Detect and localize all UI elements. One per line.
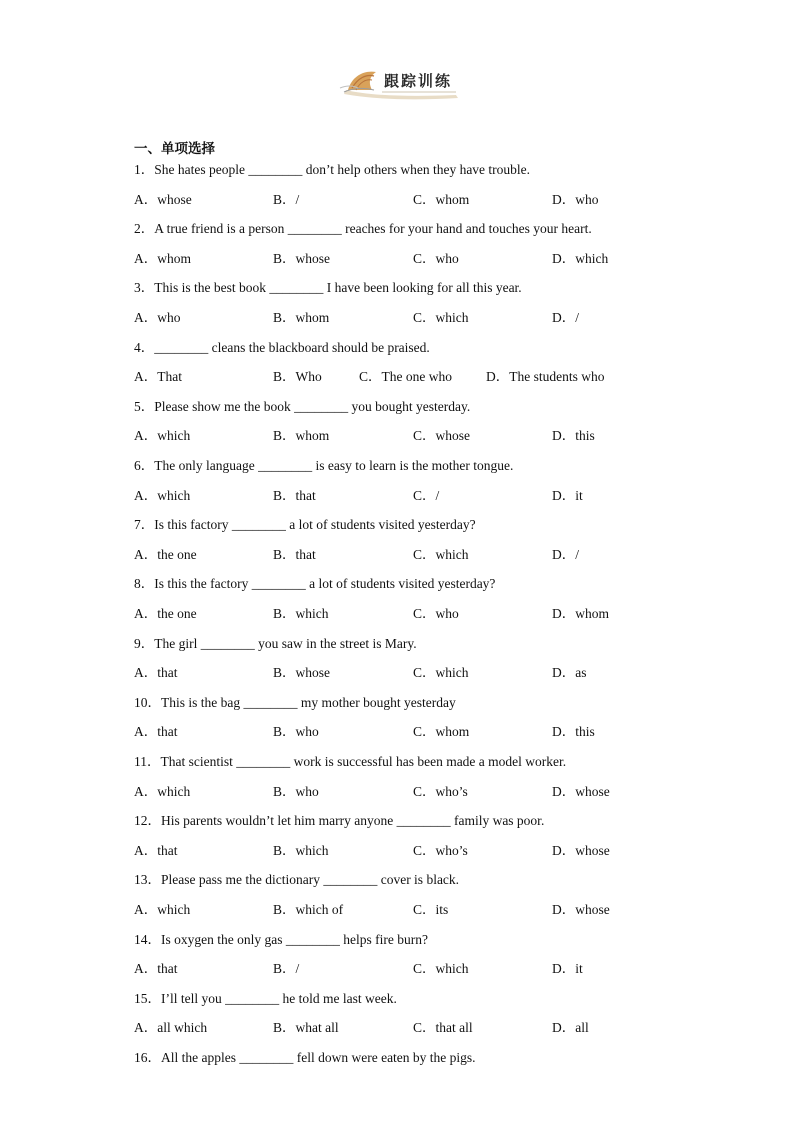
- answer-option: C．its: [413, 901, 449, 917]
- question-stem: 13．Please pass me the dictionary ________ cover is black.: [134, 872, 460, 888]
- answer-option: B．who: [273, 783, 319, 799]
- answer-option: D．it: [552, 961, 583, 977]
- answer-option: C．which: [413, 546, 469, 562]
- answer-option: C．who: [413, 605, 459, 621]
- answer-option: D．it: [552, 487, 583, 503]
- question-stem: 15．I’ll tell you ________ he told me last week.: [134, 990, 397, 1006]
- answer-option: B．/: [273, 961, 300, 977]
- question-stem: 1．She hates people ________ don’t help others when they have trouble.: [134, 162, 531, 177]
- answer-option: C．who’s: [413, 783, 468, 799]
- answer-option: B．whom: [273, 309, 330, 325]
- answer-option: D．which: [552, 250, 609, 266]
- answer-option: C．that all: [413, 1020, 473, 1036]
- question-stem: 8．Is this the factory ________ a lot of students visited yesterday?: [134, 576, 496, 592]
- answer-option: D．The students who: [486, 369, 605, 385]
- banner-title: 跟踪训练: [384, 72, 453, 90]
- answer-option: A．that: [134, 961, 178, 977]
- answer-option: D．whose: [552, 901, 610, 917]
- answer-option: A．whose: [134, 191, 192, 207]
- answer-option: C．/: [413, 487, 440, 503]
- answer-option: C．whom: [413, 191, 470, 207]
- answer-option: B．which of: [273, 901, 344, 917]
- answer-option: A．whom: [134, 250, 191, 266]
- section-banner: [338, 64, 462, 100]
- question-stem: 14．Is oxygen the only gas ________ helps fire burn?: [134, 931, 428, 947]
- answer-option: D．whose: [552, 783, 610, 799]
- question-stem: 12．His parents wouldn’t let him marry anyone ________ family was poor.: [134, 813, 545, 829]
- question-stem: 16．All the apples ________ fell down were eaten by the pigs.: [134, 1050, 476, 1065]
- answer-option: A．all which: [134, 1020, 208, 1036]
- answer-option: A．which: [134, 901, 191, 917]
- answer-option: D．this: [552, 428, 595, 444]
- answer-option: B．/: [273, 191, 300, 207]
- question-stem: 11．That scientist ________ work is successful has been made a model worker.: [134, 754, 567, 769]
- answer-option: B．who: [273, 724, 319, 740]
- answer-option: A．the one: [134, 605, 197, 621]
- question-stem: 4．________ cleans the blackboard should be praised.: [134, 339, 430, 355]
- answer-option: C．whose: [413, 428, 470, 444]
- answer-option: A．who: [134, 309, 181, 325]
- question-stem: 6．The only language ________ is easy to learn is the mother tongue.: [134, 458, 514, 473]
- question-stem: 3．This is the best book ________ I have been looking for all this year.: [134, 280, 522, 296]
- answer-option: D．all: [552, 1020, 589, 1036]
- answer-option: D．as: [552, 665, 587, 681]
- answer-option: B．which: [273, 605, 329, 621]
- answer-option: C．whom: [413, 724, 470, 740]
- question-stem: 2．A true friend is a person ________ reaches for your hand and touches your heart.: [134, 221, 592, 237]
- answer-option: C．which: [413, 309, 469, 325]
- answer-option: A．that: [134, 724, 178, 740]
- answer-option: D．whom: [552, 605, 609, 621]
- answer-option: D．/: [552, 546, 579, 562]
- answer-option: D．whose: [552, 842, 610, 858]
- question-stem: 5．Please show me the book ________ you bought yesterday.: [134, 398, 471, 414]
- answer-option: A．which: [134, 783, 191, 799]
- answer-option: B．that: [273, 546, 316, 562]
- answer-option: D．/: [552, 309, 579, 325]
- section-title: 一、单项选择: [134, 141, 215, 157]
- answer-option: C．which: [413, 961, 469, 977]
- answer-option: B．what all: [273, 1020, 339, 1036]
- answer-option: D．who: [552, 191, 599, 207]
- question-stem: 10．This is the bag ________ my mother bought yesterday: [134, 694, 456, 710]
- answer-option: D．this: [552, 724, 595, 740]
- question-stem: 7．Is this factory ________ a lot of students visited yesterday?: [134, 517, 476, 533]
- answer-option: C．who: [413, 250, 459, 266]
- answer-option: B．whose: [273, 250, 330, 266]
- answer-option: A．which: [134, 428, 191, 444]
- answer-option: C．which: [413, 665, 469, 681]
- answer-option: A．that: [134, 842, 178, 858]
- answer-option: A．the one: [134, 546, 197, 562]
- answer-option: A．that: [134, 665, 178, 681]
- answer-option: B．whom: [273, 428, 330, 444]
- answer-option: B．Who: [273, 369, 322, 385]
- answer-option: B．that: [273, 487, 316, 503]
- answer-option: B．whose: [273, 665, 330, 681]
- answer-option: C．The one who: [359, 369, 452, 385]
- answer-option: A．That: [134, 369, 182, 385]
- question-stem: 9．The girl ________ you saw in the street is Mary.: [134, 635, 417, 651]
- answer-option: B．which: [273, 842, 329, 858]
- answer-option: A．which: [134, 487, 191, 503]
- answer-option: C．who’s: [413, 842, 468, 858]
